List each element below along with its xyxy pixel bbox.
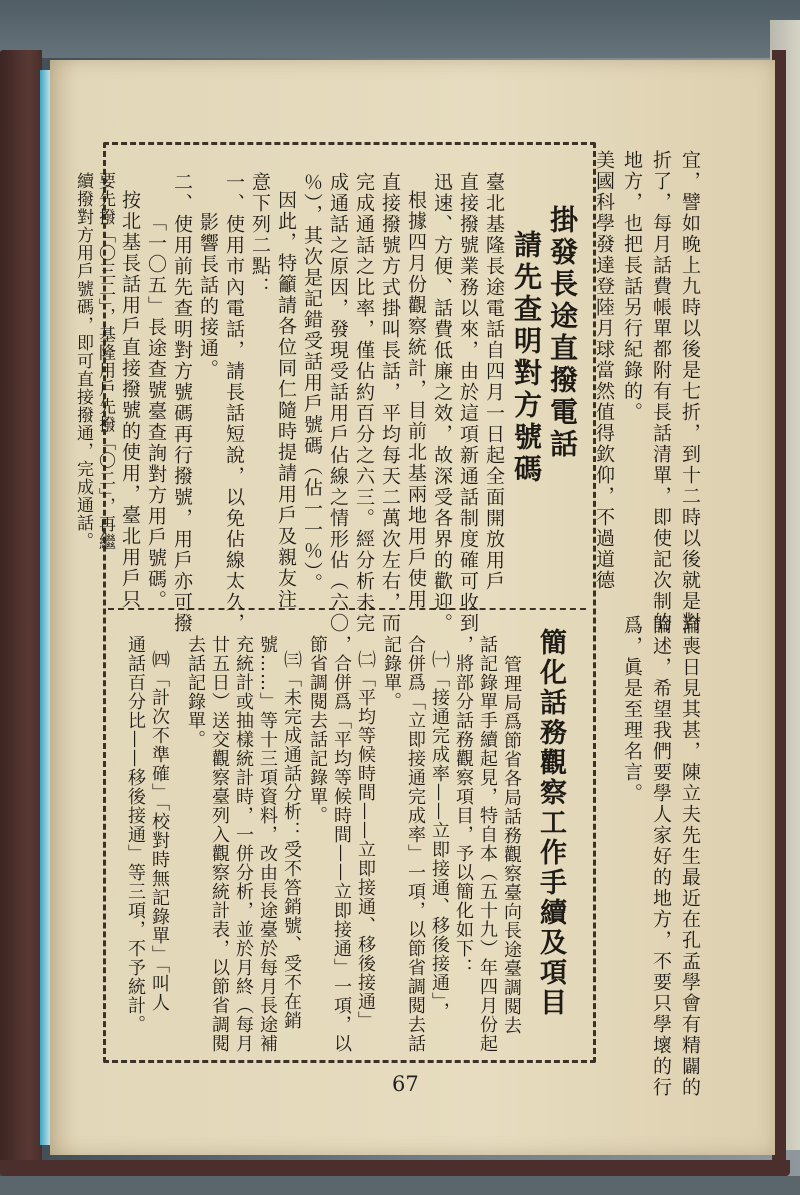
article1-line-15: 按北基長話用戶直接撥號的使用，臺北用戶只: [119, 190, 141, 610]
top-right-line-4: 美國科學發達登陸月球當然值得欽仰，不過道德: [593, 150, 615, 591]
bottom-shadow: [0, 1176, 800, 1195]
article2-line-5: 合併爲「立即接通完成率」一項，以節省調閱去話: [405, 635, 426, 1053]
article2-line-1: 管理局爲節省各局話務觀察臺向長途臺調閱去: [501, 655, 522, 1035]
top-right-line-3: 地方，也把長話另行紀錄的。: [621, 150, 643, 423]
article1-line-9: 因此，特籲請各位同仁隨時提請用戶及親友注: [275, 190, 297, 610]
top-right-line-2: 折了，每月話費帳單都附有長話清單，即使記次制的: [650, 150, 672, 633]
article1-line-13: 二、使用前先查明對方號碼再行撥號，用戶亦可撥: [171, 172, 193, 634]
article2-line-14: 去話記錄單。: [185, 635, 206, 749]
article2-title: 簡化話務觀察工作手續及項目: [535, 628, 566, 1018]
top-right-line-1: 宜，譬如晚上九時以後是七折，到十二時以後就是對: [679, 150, 701, 633]
article2-line-9: 節省調閱去話記錄單。: [307, 635, 328, 825]
article1-line-10: 意下列二點：: [249, 172, 271, 298]
article1-line-3: 迅速、方便、話費低廉之效，故深受各界的歡迎。: [431, 172, 453, 634]
article1-line-16: 要先撥「〇三二」，基隆用戶先撥「〇二」，再繼: [95, 172, 115, 551]
article2-line-11: 號……」等十三項資料，改由長途臺於每月長途補: [257, 635, 278, 1053]
article1-line-17: 續撥對方用戶號碼，即可直接撥通，完成通話。: [73, 172, 93, 550]
article1-line-5: 直接撥號方式掛叫長話，平均每天二萬次左右，而: [379, 172, 401, 634]
page-number: 67: [392, 1072, 419, 1096]
article2-line-2: 話記錄單手續起見，特自本（五十九）年四月份起: [477, 635, 498, 1053]
article1-line-2: 直接撥號業務以來，由於這項新通話制度確可收到: [457, 172, 479, 634]
article2-line-7: ㈡「平均等候時間——立即接通、移後接通」: [355, 650, 376, 1030]
article1-title-line1: 掛發長途直撥電話: [546, 205, 579, 461]
book-cover-bottom: [0, 1160, 790, 1176]
article1-line-12: 影響長話的接通。: [197, 212, 219, 380]
article1-line-11: 一、使用市內電話，請長話短說，以免佔線太久，: [223, 172, 245, 634]
top-shadow: [0, 0, 800, 58]
bottom-right-line-1: 淪喪日見其甚，陳立夫先生最近在孔孟學會有精闢的: [679, 615, 701, 1098]
bottom-right-line-2: 論述，希望我們要學人家好的地方，不要只學壞的行: [650, 615, 672, 1098]
article1-line-4: 根據四月份觀察統計，目前北基兩地用戶使用: [405, 190, 427, 610]
article1-line-6: 完成通話之比率，僅佔約百分之六三。經分析未完: [353, 172, 375, 634]
article2-line-13: 廿五日）送交觀察臺列入觀察統計表，以節省調閱: [209, 635, 230, 1053]
article2-line-15: ㈣「計次不準確」「校對時無記錄單」「叫人: [149, 650, 170, 1012]
article2-line-16: 通話百分比——移後接通」等三項，不予統計。: [125, 635, 146, 1034]
bottom-right-line-3: 爲，眞是至理名言。: [621, 615, 643, 804]
book-cover-spine: [0, 50, 42, 1165]
article2-line-4: ㈠「接通完成率——立即接通、移後接通」，: [429, 650, 450, 1021]
article1-line-7: 成通話之原因，發現受話用戶佔線之情形佔（六〇: [327, 172, 349, 634]
article1-line-1: 臺北基隆長途電話自四月一日起全面開放用戶: [483, 172, 505, 592]
article2-line-6: 記錄單。: [381, 635, 402, 711]
article2-line-10: ㈢「未完成通話分析：受不答銷號、受不在銷: [281, 650, 302, 1030]
article2-line-12: 充統計或抽樣統計時，一併分析，並於月終（每月: [233, 635, 254, 1053]
article2-line-3: ，將部分話務觀察項目，予以簡化如下：: [453, 635, 474, 977]
article2-line-8: ，合併爲「平均等候時間——立即接通」一項，以: [331, 635, 352, 1053]
article1-title-line2: 請先查明對方號碼: [510, 230, 543, 486]
article1-line-14: 「一〇五」長途查號臺查詢對方用戶號碼。: [145, 212, 167, 611]
article1-line-8: ％），其次是記錯受話用戶號碼（佔一一％）。: [301, 172, 323, 594]
